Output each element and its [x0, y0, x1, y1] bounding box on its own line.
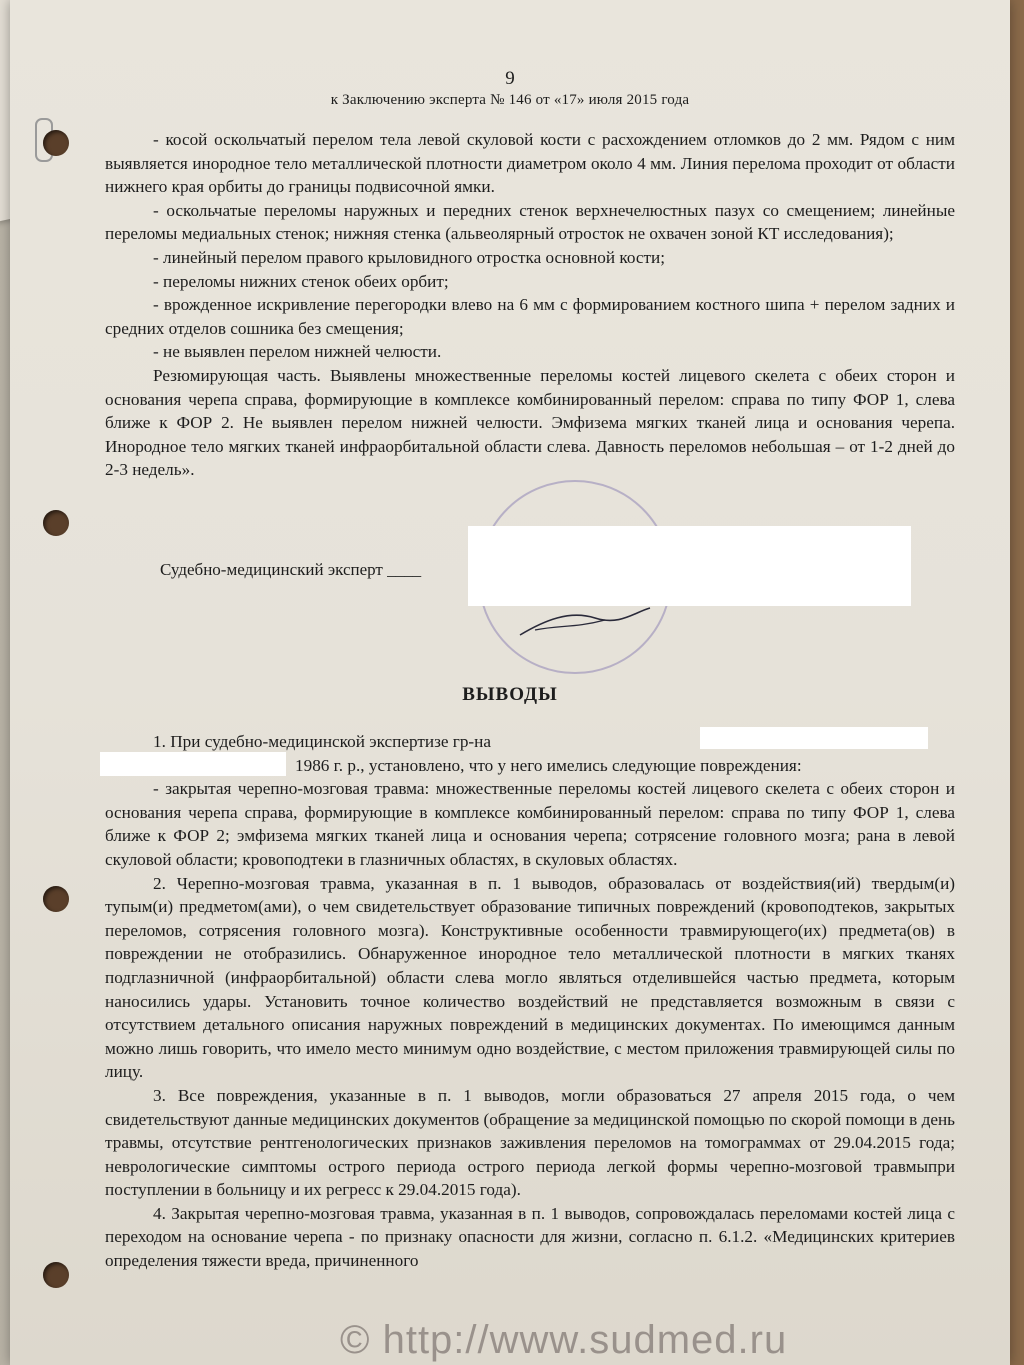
- conclusion-1-injuries: - закрытая черепно-мозговая травма: множественные переломы костей лицевого скелета с обеих сторон и основания черепа справа, формирующие в комплексе комбинированный перелом: справа по типу ФОР 1, слева ближе к ФОР 2; эмфизема мягких тканей лица и основания черепа; сотрясение головного мозга; рана в левой скуловой области; кровоподтеки в глазничных областях, в скуловых областях.: [105, 779, 955, 869]
- document-reference: к Заключению эксперта № 146 от «17» июля 2015 года: [330, 92, 690, 108]
- summary-paragraph: Резюмирующая часть. Выявлены множественные переломы костей лицевого скелета с обеих сторон и основания черепа справа, формирующие в комплексе комбинированный перелом: справа по типу ФОР 1, слева ближе к ФОР 2. Не выявлен перелом нижней челюсти. Эмфизема мягких тканей лица и основания черепа. Инородное тело мягких тканей инфраорбитальной области слева. Давность переломов небольшая – от 1-2 дней до 2-3 недель».: [105, 365, 955, 480]
- redacted-name: [700, 727, 928, 749]
- finding-line: - не выявлен перелом нижней челюсти.: [153, 342, 442, 362]
- redacted-birthdate: [100, 752, 286, 776]
- finding-line: - врожденное искривление перегородки влево на 6 мм с формированием костного шипа + перелом задних и средних отделов сошника без смещения;: [105, 295, 955, 338]
- redacted-signature: [468, 526, 911, 606]
- conclusion-2: 2. Черепно-мозговая травма, указанная в п. 1 выводов, образовалась от воздействия(ий) твердым(и) тупым(и) предметом(ами), о чем свидетельствует образование типичных повреждений (кровоподтеков, закрытых переломов, сотрясения головного мозга). Конструктивные особенности травмирующего(их) предмета(ов) в повреждении не отобразились. Обнаруженное инородное тело металлической плотности в мягких тканях подглазничной (инфраорбитальной) области слева могло являться отделившейся частью предмета, которым наносились удары. Установить точное количество воздействий не представляется возможным в связи с отсутствием детального описания наружных повреждений в медицинских документах. По имеющимся данным можно лишь говорить, что имело место минимум одно воздействие, с местом приложения травмирующей силы по лицу.: [105, 873, 955, 1082]
- conclusion-4: 4. Закрытая черепно-мозговая травма, указанная в п. 1 выводов, сопровождалась переломами костей лица с переходом на основание черепа - по признаку опасности для жизни, согласно п. 6.1.2. «Медицинских критериев определения тяжести вреда, причиненного: [105, 1203, 955, 1271]
- site-watermark: © http://www.sudmed.ru: [340, 1318, 788, 1362]
- page-number: 9: [505, 68, 515, 89]
- finding-line: - оскольчатые переломы наружных и передних стенок верхнечелюстных пазух со смещением; линейные переломы медиальных стенок; нижняя стенка (альвеолярный отросток не охвачен зоной КТ исследования);: [105, 200, 955, 244]
- conclusions-title: ВЫВОДЫ: [462, 684, 558, 705]
- conclusion-3: 3. Все повреждения, указанные в п. 1 выводов, могли образоваться 27 апреля 2015 года, о чем свидетельствуют данные медицинских документов (обращение за медицинской помощью по скорой помощи в день травмы, отсутствие рентгенологических признаков заживления переломов на томограммах от 29.04.2015 года; неврологические симптомы острого периода острого периода легкой формы черепно-мозговой травмыпри поступлении в больницу и их регресс к 29.04.2015 года).: [105, 1085, 955, 1200]
- punch-hole-icon: [43, 1262, 69, 1288]
- conclusion-1-intro: 1. При судебно-медицинской экспертизе гр-на: [153, 732, 491, 751]
- punch-hole-icon: [43, 510, 69, 536]
- punch-hole-icon: [43, 886, 69, 912]
- finding-line: - косой оскольчатый перелом тела левой скуловой кости с расхождением отломков до 2 мм. Рядом с ним выявляется инородное тело металлической плотности диаметром около 4 мм. Линия перелома проходит от области нижнего края орбиты до границы подвисочной ямки.: [105, 130, 955, 197]
- conclusion-1-birth: 1986 г. р., установлено, что у него имелись следующие повреждения:: [295, 755, 802, 775]
- finding-line: - линейный перелом правого крыловидного отростка основной кости;: [153, 247, 665, 267]
- conclusions-block: [105, 730, 955, 1273]
- punch-hole-icon: [43, 130, 69, 156]
- signature-scribble: [515, 600, 655, 640]
- signature-label: Судебно-медицинский эксперт ____: [160, 560, 422, 579]
- findings-block: [105, 128, 955, 482]
- document-page: [10, 0, 1010, 1365]
- finding-line: - переломы нижних стенок обеих орбит;: [153, 271, 449, 291]
